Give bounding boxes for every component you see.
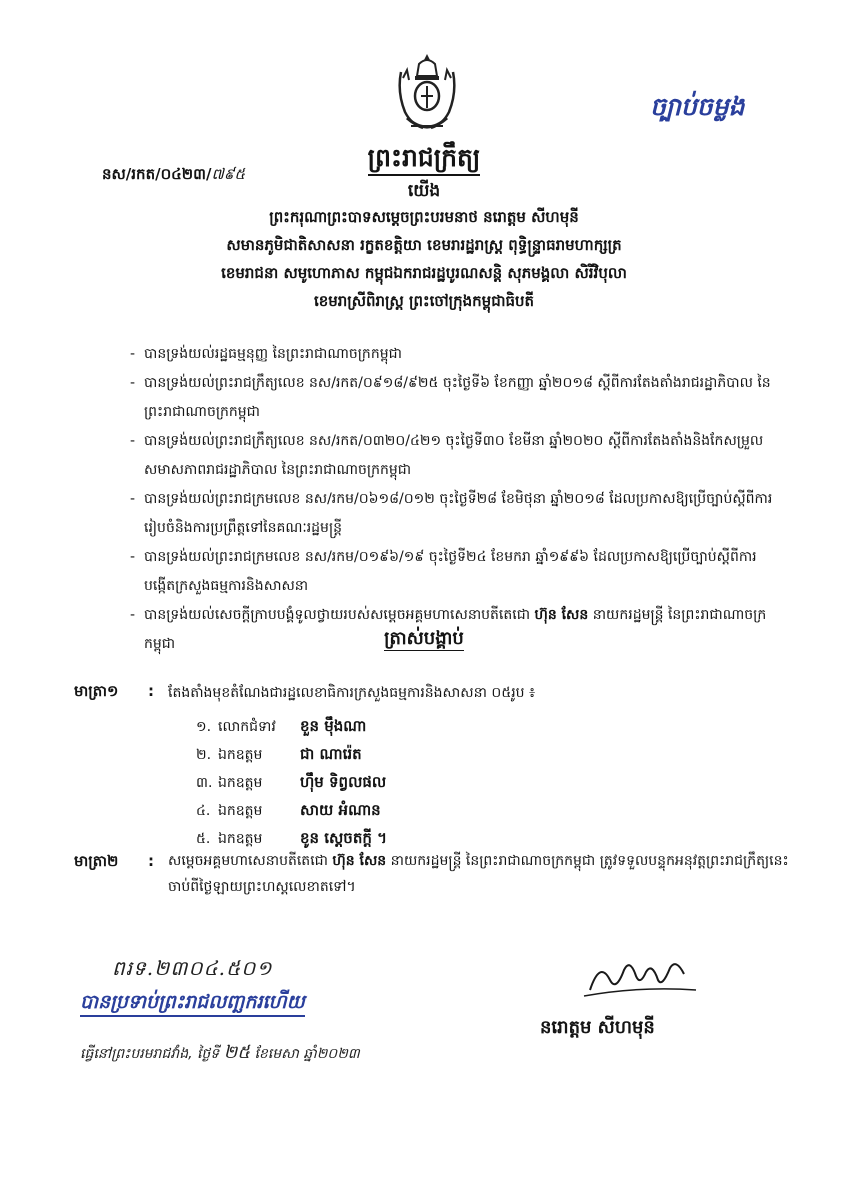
royal-signature-icon	[580, 950, 700, 1000]
copy-stamp: ច្បាប់ចម្លង	[650, 92, 745, 121]
appointee-number: ៥.	[196, 831, 211, 847]
appointee-number: ៤.	[196, 803, 211, 819]
appointee-name: ហ៊ឹម ទិព្វលផល	[300, 773, 387, 791]
appointee-rank: ឯកឧត្តម	[218, 803, 263, 819]
article-1-colon: :	[148, 682, 154, 700]
handwritten-reference: ពរទ.២៣០៤.៥០១	[112, 956, 273, 980]
king-title-line-1: ព្រះករុណាព្រះបាទសម្តេចព្រះបរមនាថ នរោត្តម សីហមុនី	[269, 208, 579, 226]
reference-number-handwritten: ៧៩៥	[211, 165, 245, 183]
appointee-rank: លោកជំទាវ	[218, 719, 276, 735]
issued-text: ខែមេសា ឆ្នាំ២០២៣	[250, 1046, 360, 1062]
appointee-item	[196, 768, 387, 796]
prime-minister-name: ហ៊ុន សែន	[534, 607, 589, 623]
signer-name: នរោត្តម សីហមុនី	[540, 1017, 655, 1038]
king-title-line-3: ខេមរាជនា សមូហោភាស កម្ពុជឯករាជរដ្ឋបូរណសន្តិ សុភមង្គលា សិរីវិបុលា	[221, 264, 627, 282]
appointee-list	[196, 712, 387, 852]
article-2-text-part: នាយករដ្ឋមន្ត្រី នៃព្រះរាជាណាចក្រកម្ពុជា ត្រូវទទួលបន្ទុកអនុវត្តព្រះរាជក្រឹត្យនេះ ចាប់ពីថ្ងៃឡាយព្រះហស្តលេខាតទៅ។	[168, 853, 789, 895]
appointee-item	[196, 740, 387, 768]
appointee-rank: ឯកឧត្តម	[218, 831, 263, 847]
consideration-item: - បានទ្រង់យល់ព្រះរាជក្រមលេខ នស/រកម/០៦១៨/០១២ ចុះថ្ងៃទី២៨ ខែមិថុនា ឆ្នាំ២០១៨ ដែលប្រកាសឱ្យប្រើច្បាប់ស្តីពីការរៀបចំនិងការប្រព្រឹត្តទៅនៃគណៈរដ្ឋមន្ត្រី	[130, 485, 780, 543]
article-2-text	[168, 848, 808, 900]
consideration-item: - បានទ្រង់យល់ព្រះរាជក្រឹត្យលេខ នស/រកត/០៩១៨/៩២៥ ចុះថ្ងៃទី៦ ខែកញ្ញា ឆ្នាំ២០១៨ ស្តីពីការតែងតាំងរាជរដ្ឋាភិបាល នៃព្រះរាជាណាចក្រកម្ពុជា	[130, 369, 780, 427]
appointee-name: ខួន ម៉ឹងណា	[300, 717, 367, 735]
decree-title-text: ព្រះរាជក្រឹត្យ	[368, 143, 481, 176]
reference-number-printed: នស/រកត/០៤២៣/	[102, 165, 212, 183]
article-2-label: មាត្រា២	[74, 852, 119, 870]
article-2-text-part: សម្តេចអគ្គមហាសេនាបតីតេជោ	[168, 853, 333, 869]
appointee-name: ជា ណារ៉េត	[300, 745, 362, 763]
consideration-item: - បានទ្រង់យល់ព្រះរាជក្រឹត្យលេខ នស/រកត/០៣២០/៤២១ ចុះថ្ងៃទី៣០ ខែមីនា ឆ្នាំ២០២០ ស្តីពីការតែងតាំងនិងកែសម្រួលសមាសភាពរាជរដ្ឋាភិបាល នៃព្រះរាជាណាចក្រកម្ពុជា	[130, 427, 780, 485]
appointee-number: ១.	[196, 719, 212, 735]
article-1-text: តែងតាំងមុខតំណែងជារដ្ឋលេខាធិការក្រសួងធម្មការនិងសាសនា ០៥រូប ៖	[168, 685, 536, 701]
appointee-rank: ឯកឧត្តម	[218, 775, 263, 791]
appointee-rank: ឯកឧត្តម	[218, 747, 263, 763]
article-2-colon: :	[148, 852, 154, 870]
king-title-line-4: ខេមរាស្រីពិរាស្ត្រ ព្រះចៅក្រុងកម្ពុជាធិបតី	[313, 292, 535, 310]
appointee-item	[196, 712, 387, 740]
appointee-name: សាយ អំណាន	[300, 801, 381, 819]
royal-seal-stamp-text: បានប្រទាប់ព្រះរាជលញ្ឆករហើយ	[80, 991, 305, 1017]
appointee-name: ខូន ស្តេចតក្តី ។	[300, 829, 387, 847]
consideration-item: - បានទ្រង់យល់ព្រះរាជក្រមលេខ នស/រកម/០១៩៦/១៩ ចុះថ្ងៃទី២៤ ខែមករា ឆ្នាំ១៩៩៦ ដែលប្រកាសឱ្យប្រើច្បាប់ស្តីពីការបង្កើតក្រសួងធម្មការនិងសាសនា	[130, 543, 780, 601]
issued-text: ធ្វើនៅព្រះបរមរាជវាំង, ថ្ងៃទី	[80, 1046, 224, 1062]
prime-minister-name: ហ៊ុន សែន	[332, 853, 387, 869]
royal-seal-stamp	[80, 990, 305, 1018]
decree-intro: យើង	[407, 181, 441, 201]
consideration-text: នាយករដ្ឋមន្ត្រី នៃព្រះរាជាណាចក្រកម្ពុជា	[144, 607, 767, 652]
consideration-text: បានទ្រង់យល់សេចក្តីក្រាបបង្គំទូលថ្វាយរបស់សម្តេចអគ្គមហាសេនាបតីតេជោ	[144, 607, 535, 623]
royal-crest-icon	[393, 52, 461, 138]
decision-heading-text: ត្រាស់បង្គាប់	[384, 628, 464, 649]
king-title-line-2: សមានភូមិជាតិសាសនា រក្ខតខត្តិយា ខេមរារដ្ឋរាស្ត្រ ពុទ្ធិន្ទ្រាធរាមហាក្សត្រ	[226, 236, 622, 254]
issued-day: ២៥	[223, 1042, 251, 1063]
decision-heading	[0, 626, 848, 653]
article-1-label: មាត្រា១	[74, 682, 119, 700]
appointee-number: ២.	[196, 747, 212, 763]
considerations-list	[130, 340, 780, 659]
consideration-item: - បានទ្រង់យល់រដ្ឋធម្មនុញ្ញ នៃព្រះរាជាណាចក្រកម្ពុជា	[130, 340, 780, 369]
appointee-number: ៣.	[196, 775, 213, 791]
issued-place-date	[80, 1040, 360, 1067]
appointee-item	[196, 796, 387, 824]
